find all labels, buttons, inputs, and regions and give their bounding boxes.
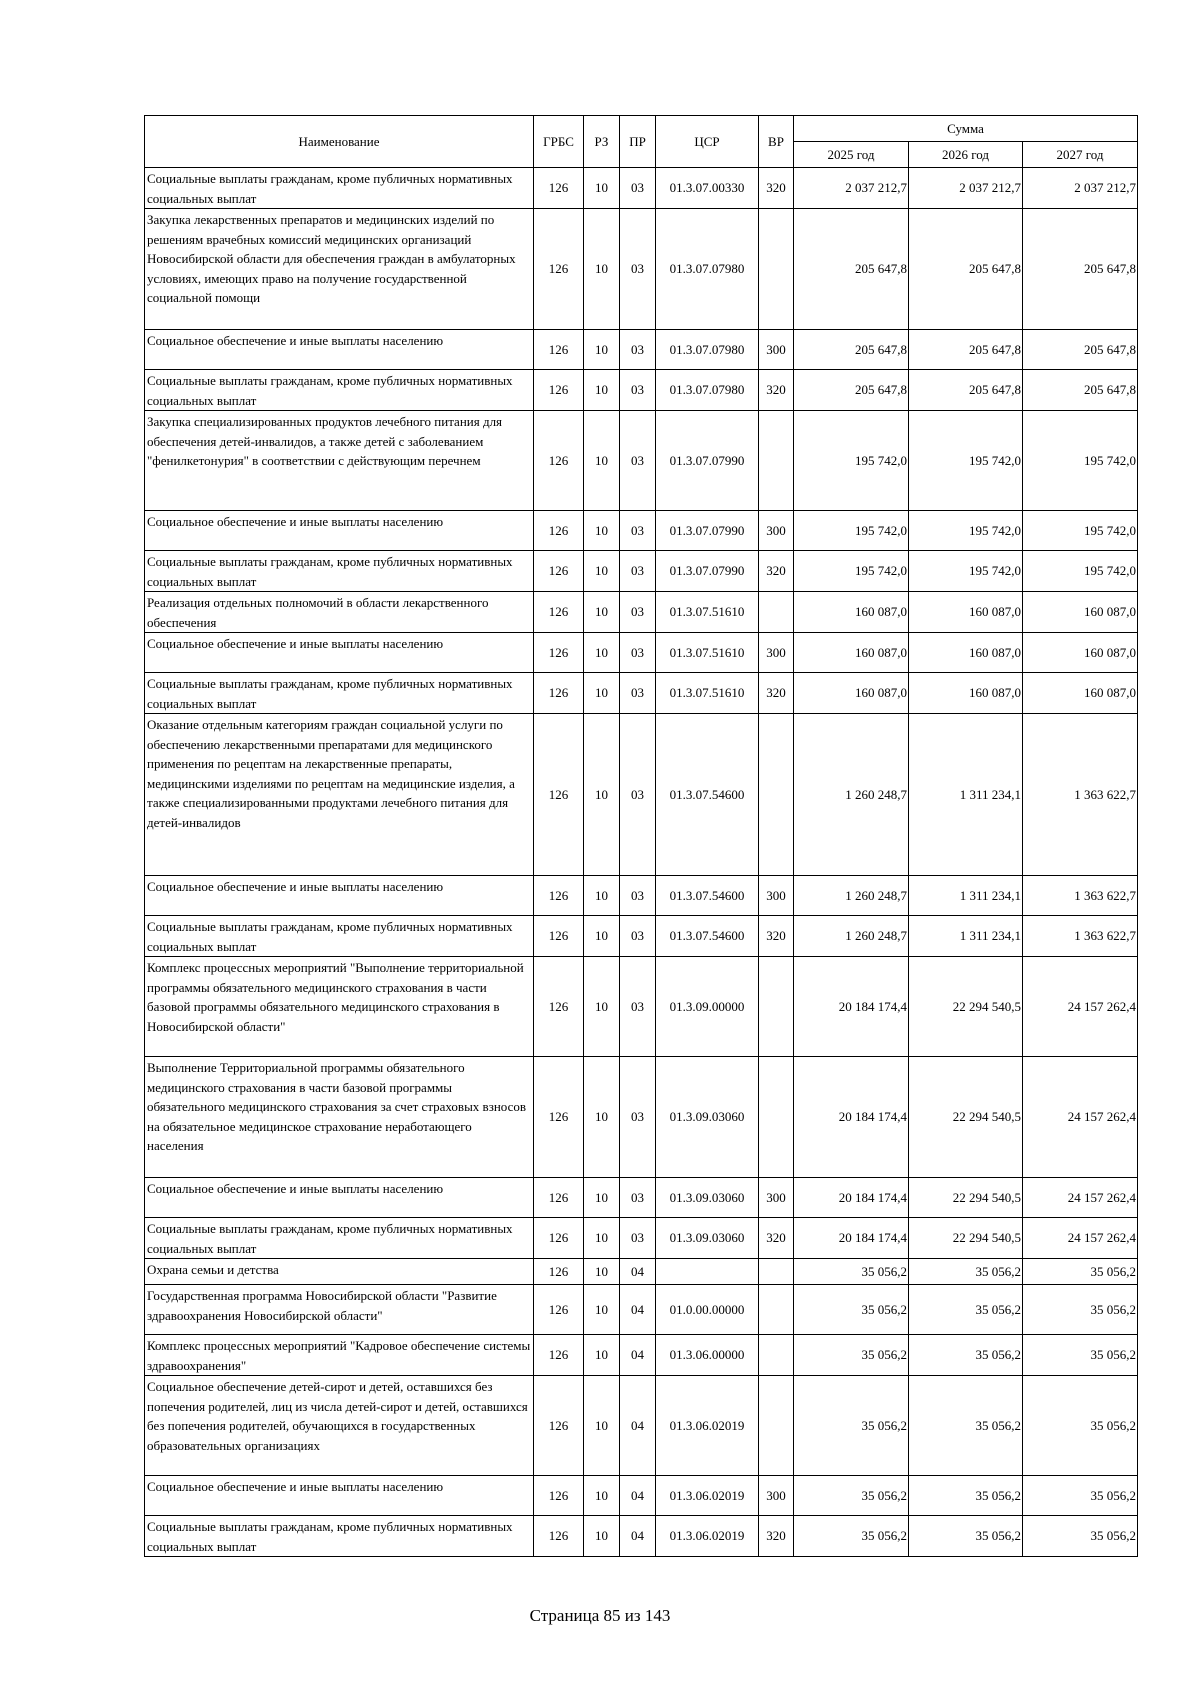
- cell-2026: 1 311 234,1: [909, 876, 1023, 916]
- cell-pr: 03: [620, 551, 656, 592]
- cell-rz: 10: [584, 957, 620, 1057]
- cell-2027: 35 056,2: [1023, 1285, 1138, 1335]
- cell-2027: 205 647,8: [1023, 209, 1138, 330]
- table-row: [145, 511, 1138, 551]
- cell-2025: 1 260 248,7: [794, 714, 909, 876]
- cell-2027: 205 647,8: [1023, 370, 1138, 411]
- cell-vr: [759, 411, 794, 511]
- cell-2026: 205 647,8: [909, 370, 1023, 411]
- cell-csr: 01.3.07.07980: [656, 330, 759, 370]
- cell-pr: 04: [620, 1259, 656, 1285]
- cell-pr: 03: [620, 370, 656, 411]
- cell-grbs: 126: [534, 1516, 584, 1557]
- cell-2027: 160 087,0: [1023, 633, 1138, 673]
- cell-vr: 320: [759, 551, 794, 592]
- budget-table: [144, 115, 1138, 1557]
- cell-2026: 22 294 540,5: [909, 1218, 1023, 1259]
- cell-vr: [759, 209, 794, 330]
- cell-vr: 320: [759, 916, 794, 957]
- cell-pr: 04: [620, 1476, 656, 1516]
- cell-vr: 300: [759, 1476, 794, 1516]
- cell-grbs: 126: [534, 168, 584, 209]
- cell-rz: 10: [584, 1335, 620, 1376]
- cell-2026: 22 294 540,5: [909, 1178, 1023, 1218]
- cell-csr: [656, 1259, 759, 1285]
- cell-2025: 205 647,8: [794, 209, 909, 330]
- cell-name: Социальное обеспечение и иные выплаты населению: [145, 330, 534, 370]
- cell-rz: 10: [584, 1285, 620, 1335]
- cell-2027: 160 087,0: [1023, 673, 1138, 714]
- cell-2026: 35 056,2: [909, 1285, 1023, 1335]
- cell-2026: 35 056,2: [909, 1335, 1023, 1376]
- table-row: [145, 370, 1138, 411]
- cell-csr: 01.3.07.07980: [656, 209, 759, 330]
- cell-2026: 22 294 540,5: [909, 957, 1023, 1057]
- cell-name: Социальное обеспечение и иные выплаты населению: [145, 1178, 534, 1218]
- cell-2027: 24 157 262,4: [1023, 957, 1138, 1057]
- cell-grbs: 126: [534, 633, 584, 673]
- cell-vr: 300: [759, 633, 794, 673]
- cell-csr: 01.3.06.00000: [656, 1335, 759, 1376]
- cell-2027: 35 056,2: [1023, 1376, 1138, 1476]
- cell-vr: 320: [759, 1218, 794, 1259]
- cell-csr: 01.3.06.02019: [656, 1376, 759, 1476]
- cell-vr: [759, 714, 794, 876]
- cell-2026: 35 056,2: [909, 1259, 1023, 1285]
- cell-rz: 10: [584, 1178, 620, 1218]
- header-name: Наименование: [145, 116, 534, 168]
- cell-grbs: 126: [534, 714, 584, 876]
- cell-2026: 1 311 234,1: [909, 916, 1023, 957]
- cell-csr: 01.3.07.07990: [656, 411, 759, 511]
- cell-csr: 01.3.07.07990: [656, 551, 759, 592]
- cell-2026: 205 647,8: [909, 330, 1023, 370]
- cell-grbs: 126: [534, 411, 584, 511]
- cell-name: Реализация отдельных полномочий в области лекарственного обеспечения: [145, 592, 534, 633]
- cell-csr: 01.0.00.00000: [656, 1285, 759, 1335]
- table-row: [145, 714, 1138, 876]
- cell-rz: 10: [584, 1516, 620, 1557]
- cell-2026: 195 742,0: [909, 411, 1023, 511]
- cell-csr: 01.3.07.51610: [656, 592, 759, 633]
- cell-2027: 24 157 262,4: [1023, 1218, 1138, 1259]
- cell-rz: 10: [584, 551, 620, 592]
- cell-2025: 205 647,8: [794, 330, 909, 370]
- cell-2027: 1 363 622,7: [1023, 714, 1138, 876]
- cell-grbs: 126: [534, 1376, 584, 1476]
- cell-2025: 35 056,2: [794, 1259, 909, 1285]
- cell-pr: 03: [620, 511, 656, 551]
- cell-grbs: 126: [534, 1259, 584, 1285]
- cell-grbs: 126: [534, 330, 584, 370]
- cell-rz: 10: [584, 633, 620, 673]
- header-2025: 2025 год: [794, 142, 909, 168]
- cell-rz: 10: [584, 370, 620, 411]
- cell-2026: 160 087,0: [909, 592, 1023, 633]
- cell-2027: 24 157 262,4: [1023, 1178, 1138, 1218]
- cell-2026: 195 742,0: [909, 511, 1023, 551]
- table-row: [145, 551, 1138, 592]
- cell-pr: 03: [620, 876, 656, 916]
- cell-pr: 04: [620, 1516, 656, 1557]
- cell-rz: 10: [584, 411, 620, 511]
- cell-csr: 01.3.09.03060: [656, 1218, 759, 1259]
- cell-2027: 195 742,0: [1023, 551, 1138, 592]
- table-body: [145, 168, 1138, 1557]
- header-pr: ПР: [620, 116, 656, 168]
- cell-2025: 2 037 212,7: [794, 168, 909, 209]
- cell-2027: 205 647,8: [1023, 330, 1138, 370]
- cell-2025: 35 056,2: [794, 1516, 909, 1557]
- cell-2025: 20 184 174,4: [794, 957, 909, 1057]
- cell-name: Государственная программа Новосибирской области "Развитие здравоохранения Новосибирской области": [145, 1285, 534, 1335]
- cell-name: Выполнение Территориальной программы обязательного медицинского страхования в части базовой программы обязательного медицинского страхования за счет страховых взносов на обязательное медицинское страхование неработающего населения: [145, 1057, 534, 1178]
- table-row: [145, 592, 1138, 633]
- cell-csr: 01.3.07.07980: [656, 370, 759, 411]
- cell-2025: 160 087,0: [794, 633, 909, 673]
- cell-rz: 10: [584, 1057, 620, 1178]
- cell-pr: 04: [620, 1335, 656, 1376]
- cell-2025: 35 056,2: [794, 1376, 909, 1476]
- cell-vr: 320: [759, 1516, 794, 1557]
- table-row: [145, 1259, 1138, 1285]
- cell-rz: 10: [584, 1218, 620, 1259]
- cell-vr: [759, 1376, 794, 1476]
- cell-vr: [759, 1285, 794, 1335]
- cell-csr: 01.3.06.02019: [656, 1516, 759, 1557]
- page-number: Страница 85 из 143: [529, 1606, 671, 1625]
- table-row: [145, 1376, 1138, 1476]
- cell-csr: 01.3.07.07990: [656, 511, 759, 551]
- cell-name: Социальные выплаты гражданам, кроме публичных нормативных социальных выплат: [145, 1218, 534, 1259]
- header-grbs: ГРБС: [534, 116, 584, 168]
- cell-pr: 03: [620, 633, 656, 673]
- cell-grbs: 126: [534, 370, 584, 411]
- cell-csr: 01.3.09.00000: [656, 957, 759, 1057]
- table-header: [145, 116, 1138, 168]
- cell-name: Комплекс процессных мероприятий "Выполнение территориальной программы обязательного медицинского страхования в части базовой программы обязательного медицинского страхования в Новосибирской области": [145, 957, 534, 1057]
- cell-pr: 03: [620, 957, 656, 1057]
- cell-2025: 35 056,2: [794, 1476, 909, 1516]
- cell-2027: 1 363 622,7: [1023, 876, 1138, 916]
- table-row: [145, 876, 1138, 916]
- cell-vr: [759, 592, 794, 633]
- cell-name: Социальные выплаты гражданам, кроме публичных нормативных социальных выплат: [145, 1516, 534, 1557]
- cell-2025: 195 742,0: [794, 551, 909, 592]
- cell-grbs: 126: [534, 957, 584, 1057]
- cell-2026: 195 742,0: [909, 551, 1023, 592]
- cell-vr: 320: [759, 168, 794, 209]
- cell-vr: [759, 1057, 794, 1178]
- cell-2026: 35 056,2: [909, 1516, 1023, 1557]
- cell-rz: 10: [584, 714, 620, 876]
- cell-csr: 01.3.07.54600: [656, 876, 759, 916]
- cell-rz: 10: [584, 1259, 620, 1285]
- cell-rz: 10: [584, 209, 620, 330]
- cell-csr: 01.3.07.51610: [656, 673, 759, 714]
- cell-vr: 300: [759, 330, 794, 370]
- cell-2027: 160 087,0: [1023, 592, 1138, 633]
- cell-grbs: 126: [534, 1285, 584, 1335]
- cell-name: Охрана семьи и детства: [145, 1259, 534, 1285]
- table-row: [145, 673, 1138, 714]
- cell-pr: 03: [620, 1057, 656, 1178]
- cell-2027: 24 157 262,4: [1023, 1057, 1138, 1178]
- table-row: [145, 1178, 1138, 1218]
- cell-2025: 20 184 174,4: [794, 1057, 909, 1178]
- table-row: [145, 1476, 1138, 1516]
- cell-grbs: 126: [534, 876, 584, 916]
- table-row: [145, 957, 1138, 1057]
- cell-grbs: 126: [534, 916, 584, 957]
- cell-name: Социальные выплаты гражданам, кроме публичных нормативных социальных выплат: [145, 551, 534, 592]
- cell-2025: 160 087,0: [794, 592, 909, 633]
- cell-2025: 205 647,8: [794, 370, 909, 411]
- cell-rz: 10: [584, 511, 620, 551]
- table-row: [145, 1335, 1138, 1376]
- cell-rz: 10: [584, 673, 620, 714]
- cell-name: Социальное обеспечение и иные выплаты населению: [145, 1476, 534, 1516]
- header-2026: 2026 год: [909, 142, 1023, 168]
- table-row: [145, 916, 1138, 957]
- cell-2027: 35 056,2: [1023, 1259, 1138, 1285]
- cell-vr: 320: [759, 370, 794, 411]
- cell-name: Социальные выплаты гражданам, кроме публичных нормативных социальных выплат: [145, 168, 534, 209]
- cell-name: Социальное обеспечение и иные выплаты населению: [145, 633, 534, 673]
- cell-2027: 195 742,0: [1023, 411, 1138, 511]
- cell-grbs: 126: [534, 673, 584, 714]
- cell-2025: 20 184 174,4: [794, 1178, 909, 1218]
- cell-pr: 03: [620, 330, 656, 370]
- table-row: [145, 1057, 1138, 1178]
- cell-name: Социальные выплаты гражданам, кроме публичных нормативных социальных выплат: [145, 370, 534, 411]
- cell-vr: [759, 1259, 794, 1285]
- cell-name: Социальные выплаты гражданам, кроме публичных нормативных социальных выплат: [145, 916, 534, 957]
- table-row: [145, 209, 1138, 330]
- cell-grbs: 126: [534, 1178, 584, 1218]
- cell-2027: 195 742,0: [1023, 511, 1138, 551]
- cell-pr: 03: [620, 916, 656, 957]
- cell-pr: 03: [620, 714, 656, 876]
- cell-pr: 03: [620, 1178, 656, 1218]
- cell-2026: 1 311 234,1: [909, 714, 1023, 876]
- cell-2025: 1 260 248,7: [794, 916, 909, 957]
- cell-name: Комплекс процессных мероприятий "Кадровое обеспечение системы здравоохранения": [145, 1335, 534, 1376]
- cell-csr: 01.3.09.03060: [656, 1057, 759, 1178]
- cell-name: Социальные выплаты гражданам, кроме публичных нормативных социальных выплат: [145, 673, 534, 714]
- cell-name: Закупка лекарственных препаратов и медицинских изделий по решениям врачебных комиссий медицинских организаций Новосибирской области для обеспечения граждан в амбулаторных условиях, имеющих право на получение государственной социальной помощи: [145, 209, 534, 330]
- cell-pr: 03: [620, 168, 656, 209]
- cell-2027: 35 056,2: [1023, 1476, 1138, 1516]
- header-2027: 2027 год: [1023, 142, 1138, 168]
- cell-2025: 1 260 248,7: [794, 876, 909, 916]
- cell-vr: 320: [759, 673, 794, 714]
- cell-rz: 10: [584, 916, 620, 957]
- cell-grbs: 126: [534, 209, 584, 330]
- header-csr: ЦСР: [656, 116, 759, 168]
- cell-csr: 01.3.07.00330: [656, 168, 759, 209]
- table-row: [145, 1516, 1138, 1557]
- cell-2026: 35 056,2: [909, 1476, 1023, 1516]
- cell-2025: 35 056,2: [794, 1285, 909, 1335]
- cell-2026: 22 294 540,5: [909, 1057, 1023, 1178]
- cell-pr: 04: [620, 1376, 656, 1476]
- cell-rz: 10: [584, 168, 620, 209]
- cell-vr: 300: [759, 876, 794, 916]
- header-rz: РЗ: [584, 116, 620, 168]
- table-row: [145, 411, 1138, 511]
- cell-vr: 300: [759, 1178, 794, 1218]
- cell-2026: 35 056,2: [909, 1376, 1023, 1476]
- cell-name: Социальное обеспечение детей-сирот и детей, оставшихся без попечения родителей, лиц из числа детей-сирот и детей, оставшихся без попечения родителей, обучающихся в государственных образовательных организациях: [145, 1376, 534, 1476]
- cell-pr: 04: [620, 1285, 656, 1335]
- cell-grbs: 126: [534, 1057, 584, 1178]
- cell-vr: 300: [759, 511, 794, 551]
- cell-pr: 03: [620, 592, 656, 633]
- cell-rz: 10: [584, 330, 620, 370]
- cell-pr: 03: [620, 1218, 656, 1259]
- cell-name: Социальное обеспечение и иные выплаты населению: [145, 511, 534, 551]
- cell-rz: 10: [584, 1476, 620, 1516]
- cell-pr: 03: [620, 209, 656, 330]
- cell-grbs: 126: [534, 1335, 584, 1376]
- cell-pr: 03: [620, 411, 656, 511]
- cell-rz: 10: [584, 876, 620, 916]
- cell-vr: [759, 957, 794, 1057]
- cell-2026: 2 037 212,7: [909, 168, 1023, 209]
- cell-2026: 205 647,8: [909, 209, 1023, 330]
- cell-grbs: 126: [534, 511, 584, 551]
- cell-2025: 160 087,0: [794, 673, 909, 714]
- table-row: [145, 633, 1138, 673]
- cell-2026: 160 087,0: [909, 673, 1023, 714]
- cell-2027: 2 037 212,7: [1023, 168, 1138, 209]
- cell-grbs: 126: [534, 551, 584, 592]
- cell-csr: 01.3.07.51610: [656, 633, 759, 673]
- cell-2025: 20 184 174,4: [794, 1218, 909, 1259]
- cell-csr: 01.3.07.54600: [656, 714, 759, 876]
- cell-2027: 35 056,2: [1023, 1335, 1138, 1376]
- header-sum: Сумма: [794, 116, 1138, 142]
- cell-name: Оказание отдельным категориям граждан социальной услуги по обеспечению лекарственными препаратами для медицинского применения по рецептам на лекарственные препараты, медицинскими изделиями по рецептам на медицинские изделия, а также специализированными продуктами лечебного питания для детей-инвалидов: [145, 714, 534, 876]
- cell-2027: 1 363 622,7: [1023, 916, 1138, 957]
- table-row: [145, 330, 1138, 370]
- header-vr: ВР: [759, 116, 794, 168]
- cell-grbs: 126: [534, 592, 584, 633]
- cell-pr: 03: [620, 673, 656, 714]
- cell-vr: [759, 1335, 794, 1376]
- cell-name: Социальное обеспечение и иные выплаты населению: [145, 876, 534, 916]
- cell-name: Закупка специализированных продуктов лечебного питания для обеспечения детей-инвалидов, а также детей с заболеванием "фенилкетонурия" в соответствии с действующим перечнем: [145, 411, 534, 511]
- cell-rz: 10: [584, 1376, 620, 1476]
- cell-csr: 01.3.06.02019: [656, 1476, 759, 1516]
- cell-csr: 01.3.07.54600: [656, 916, 759, 957]
- cell-grbs: 126: [534, 1476, 584, 1516]
- table-row: [145, 1218, 1138, 1259]
- cell-grbs: 126: [534, 1218, 584, 1259]
- table-row: [145, 1285, 1138, 1335]
- cell-2025: 35 056,2: [794, 1335, 909, 1376]
- table-row: [145, 168, 1138, 209]
- cell-2025: 195 742,0: [794, 511, 909, 551]
- cell-csr: 01.3.09.03060: [656, 1178, 759, 1218]
- cell-rz: 10: [584, 592, 620, 633]
- cell-2025: 195 742,0: [794, 411, 909, 511]
- cell-2026: 160 087,0: [909, 633, 1023, 673]
- cell-2027: 35 056,2: [1023, 1516, 1138, 1557]
